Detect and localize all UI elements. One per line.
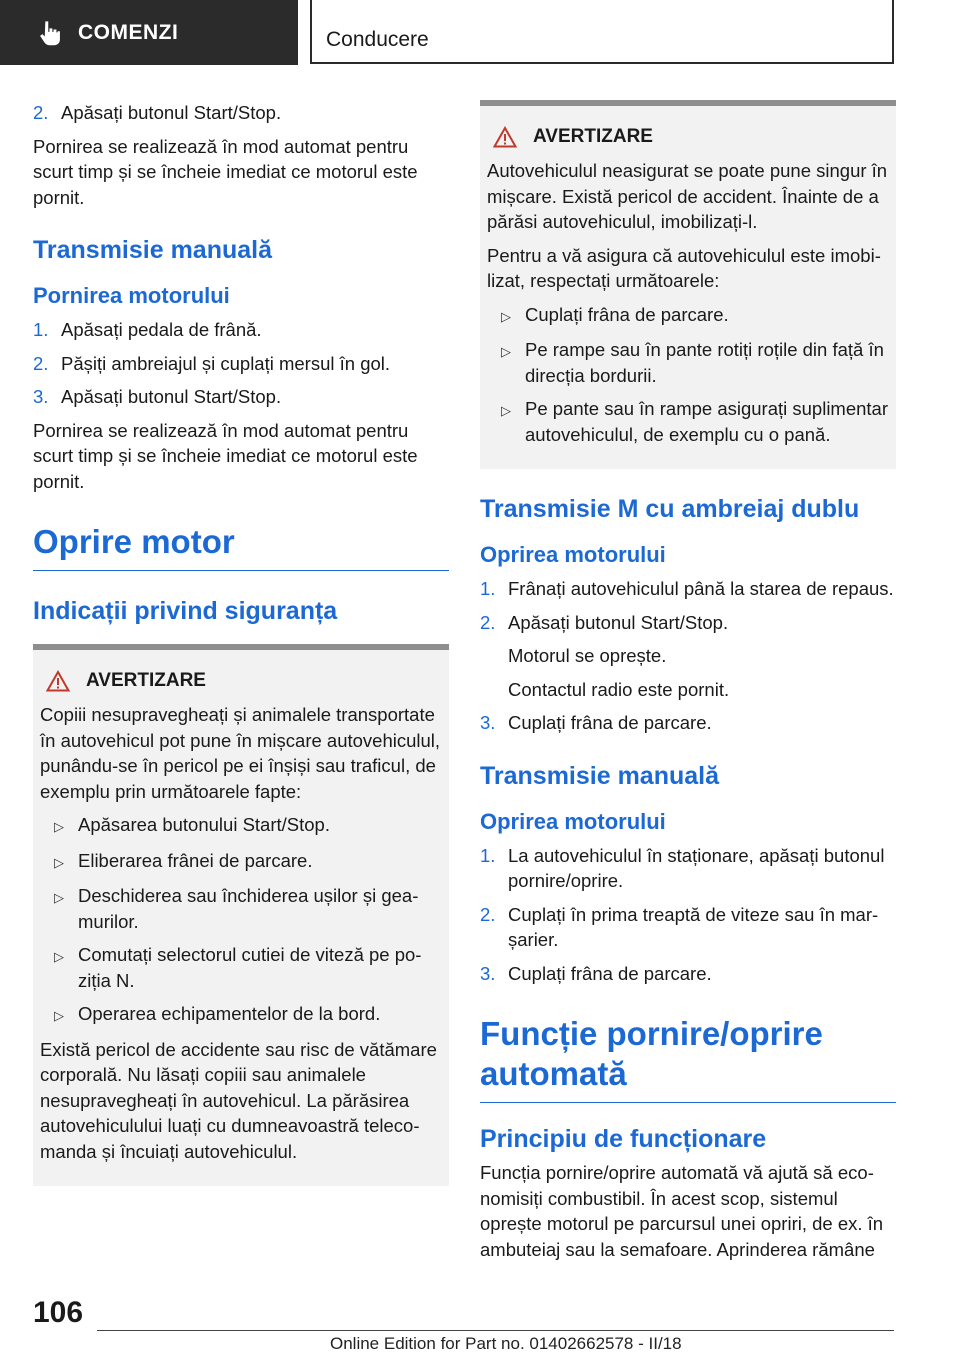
left-column	[33, 100, 449, 1186]
step-number: 2.	[480, 903, 496, 925]
step-text: Frânați autovehiculul până la starea de repaus.	[508, 578, 894, 599]
step-text: Apăsați butonul Start/Stop.	[61, 102, 282, 123]
warning-title	[487, 126, 889, 148]
step-number: 3.	[33, 386, 49, 407]
list-item	[480, 843, 896, 894]
heading-principle: Principiu de funcționare	[480, 1125, 767, 1153]
warning-box	[33, 644, 449, 1186]
step-text: Cuplați frâna de parcare.	[508, 962, 712, 984]
bullet-triangle-icon: ▷	[54, 890, 64, 905]
step-text: Cuplați în prima treaptă de viteze sau în marșarier.	[508, 903, 879, 950]
step-note: Contactul radio este pornit.	[508, 678, 730, 700]
step-number: 1.	[33, 319, 49, 340]
bullet-item	[40, 883, 442, 934]
right-column	[480, 100, 896, 1270]
step-number: 1.	[480, 578, 496, 599]
warning-title-text: AVERTIZARE	[533, 126, 653, 147]
step-text: Apăsați butonul Start/Stop.	[61, 386, 282, 407]
bullet-text: Operarea echipamentelor de la bord.	[78, 1003, 381, 1024]
bullet-text: Eliberarea frânei de parcare.	[78, 849, 313, 871]
list-item	[480, 902, 896, 953]
bullet-item	[487, 337, 889, 388]
step-text: Apăsați pedala de frână.	[61, 319, 262, 340]
bullet-item	[40, 848, 442, 876]
heading-safety: Indicații privind siguranța	[33, 597, 338, 625]
bullet-item	[40, 812, 442, 840]
heading-auto-start-stop: Funcție pornire/oprire automată	[480, 1014, 896, 1103]
bullet-triangle-icon: ▷	[54, 854, 64, 870]
list-item	[33, 100, 449, 126]
hand-pointer-icon	[36, 19, 64, 47]
bullet-triangle-icon: ▷	[501, 344, 511, 359]
paragraph: Autovehiculul neasigurat se poate pune singur în mișcare. Există pericol de accident. Înainte de a părăsi autovehiculul, imobilizați-l.	[487, 160, 888, 232]
bullet-item	[487, 396, 889, 447]
list-item	[33, 351, 449, 377]
paragraph: Pornirea se realizează în mod automat pentru scurt timp și se încheie imediat ce motorul este pornit.	[33, 419, 418, 492]
step-text: Pășiți ambreiajul și cuplați mersul în gol.	[61, 352, 391, 374]
warning-triangle-icon	[493, 126, 517, 148]
step-number: 1.	[480, 844, 496, 866]
page-number: 106	[33, 1296, 84, 1329]
chapter-tab[interactable]	[0, 0, 298, 65]
bullet-triangle-icon: ▷	[501, 308, 511, 324]
warning-box	[480, 100, 896, 469]
bullet-triangle-icon: ▷	[54, 819, 64, 834]
heading-dual-clutch: Transmisie M cu ambreiaj dublu	[480, 495, 860, 523]
step-number: 3.	[480, 712, 496, 733]
bullet-text: Apăsarea butonului Start/Stop.	[78, 814, 330, 835]
paragraph: Pornirea se realizează în mod automat pentru scurt timp și se încheie imediat ce motorul este pornit.	[33, 135, 418, 208]
step-number: 3.	[480, 962, 496, 984]
step-number: 2.	[33, 102, 49, 123]
footer-divider	[97, 1330, 894, 1331]
bullet-triangle-icon: ▷	[54, 949, 64, 964]
paragraph: Pentru a vă asigura că autovehiculul este imobilizat, respectați următoarele:	[487, 244, 881, 291]
warning-triangle-icon	[46, 670, 70, 692]
bullet-text: Pe rampe sau în pante rotiți roțile din față în direcția bordurii.	[525, 339, 884, 386]
bullet-item	[40, 942, 442, 993]
bullet-item	[487, 302, 889, 330]
step-text: Apăsați butonul Start/Stop.	[508, 611, 729, 633]
bullet-item	[40, 1001, 442, 1029]
paragraph: Copiii nesupravegheați și animalele transportate în autovehicul pot pune în mișcare autovehiculul, punându-se în pericol pe ei înșiși sau traficul, de exemplu prin următoarele fapte:	[40, 704, 441, 802]
footer-edition: Online Edition for Part no. 01402662578 - II/18	[330, 1334, 682, 1353]
list-item	[33, 384, 449, 410]
list-item	[480, 610, 896, 636]
heading-engine-stop: Oprire motor	[33, 522, 449, 571]
step-number: 2.	[33, 352, 49, 374]
heading-engine-stop-dct: Oprirea motorului	[480, 542, 666, 567]
list-item	[480, 710, 896, 736]
heading-manual-transmission: Transmisie manuală	[33, 236, 273, 264]
heading-engine-start: Pornirea motorului	[33, 283, 230, 308]
list-item	[480, 961, 896, 987]
heading-engine-stop-manual: Oprirea motorului	[480, 808, 666, 834]
list-item	[33, 317, 449, 343]
step-number: 2.	[480, 611, 496, 633]
bullet-triangle-icon: ▷	[54, 1008, 64, 1023]
bullet-text: Comutați selectorul cutiei de viteză pe poziția N.	[78, 944, 422, 991]
bullet-text: Pe pante sau în rampe asigurați suplimentar autovehiculul, de exemplu cu o pană.	[525, 398, 889, 445]
bullet-triangle-icon: ▷	[501, 403, 511, 418]
bullet-text: Deschiderea sau închiderea ușilor și geamurilor.	[78, 885, 419, 932]
step-text: La autovehiculul în staționare, apăsați butonul pornire/oprire.	[508, 844, 885, 891]
bullet-text: Cuplați frâna de parcare.	[525, 303, 729, 325]
paragraph: Funcția pornire/oprire automată vă ajută să economisiți combustibil. În acest scop, sistemul oprește motorul pe parcursul unei opriri, de ex. în ambuteiaj sau la semafoare. Aprinderea rămâne	[480, 1162, 884, 1260]
warning-title	[40, 670, 442, 692]
list-item	[480, 576, 896, 602]
heading-manual-transmission: Transmisie manuală	[480, 761, 720, 790]
section-title: Conducere	[310, 0, 894, 64]
step-note: Motorul se oprește.	[508, 645, 667, 666]
warning-title-text: AVERTIZARE	[86, 670, 206, 691]
chapter-label: COMENZI	[78, 20, 179, 44]
step-text: Cuplați frâna de parcare.	[508, 712, 712, 733]
paragraph: Există pericol de accidente sau risc de vătămare corporală. Nu lăsați copiii sau animalele nesupravegheați în autovehicul. La părăsirea autovehiculului luați cu dumneavoastră telecomanda și încuiați autovehiculul.	[40, 1038, 437, 1162]
